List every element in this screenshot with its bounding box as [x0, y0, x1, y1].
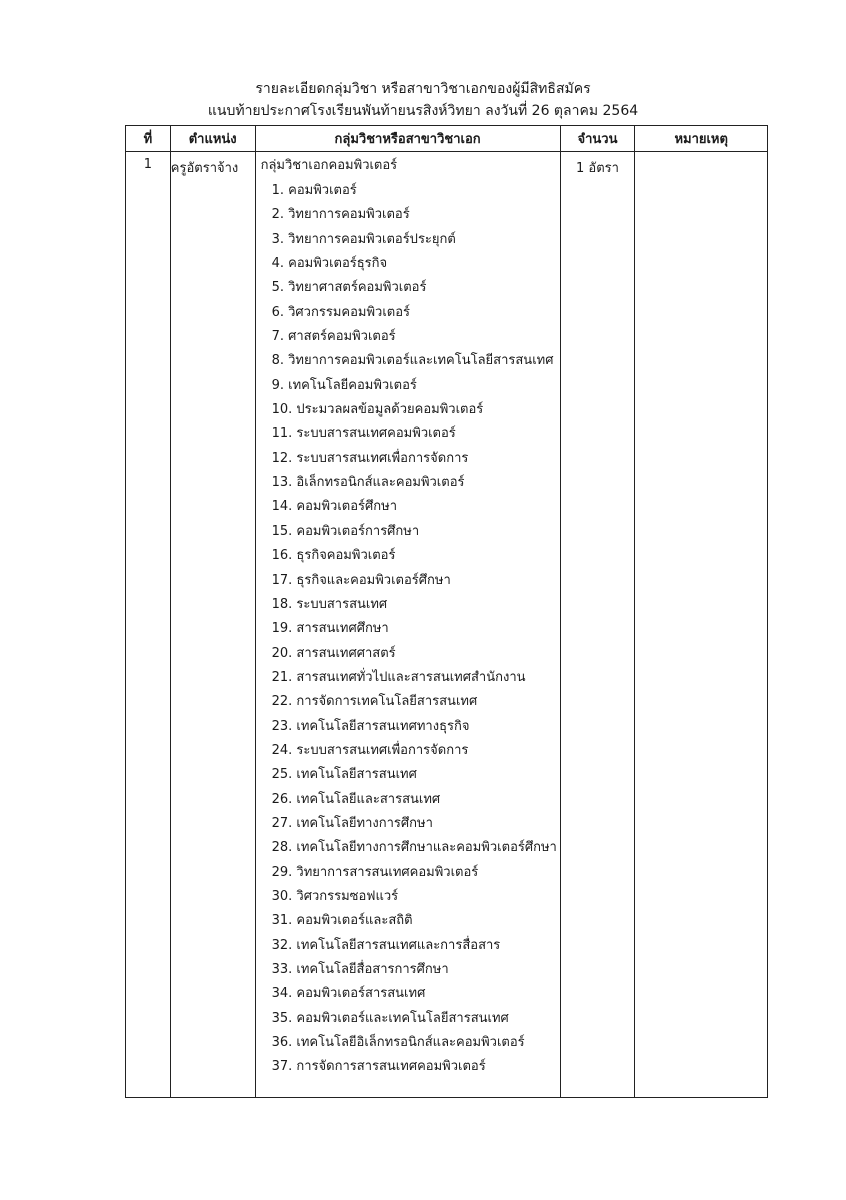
subject-item: 3. วิทยาการคอมพิวเตอร์ประยุกต์ [271, 231, 456, 247]
subject-item: 29. วิทยาการสารสนเทศคอมพิวเตอร์ [271, 864, 479, 880]
subject-item: 12. ระบบสารสนเทศเพื่อการจัดการ [271, 450, 469, 466]
subject-item: 34. คอมพิวเตอร์สารสนเทศ [271, 986, 426, 1002]
row-no: 1 [143, 157, 153, 172]
subject-item: 33. เทคโนโลยีสื่อสารการศึกษา [271, 962, 449, 977]
subject-item: 27. เทคโนโลยีทางการศึกษา [271, 815, 433, 831]
subject-item: 10. ประมวลผลข้อมูลด้วยคอมพิวเตอร์ [271, 402, 484, 418]
subject-item: 13. อิเล็กทรอนิกส์และคอมพิวเตอร์ [271, 475, 465, 491]
document-subtitle: แนบท้ายประกาศโรงเรียนพันท้ายนรสิงห์วิทยา ลงวันที่ 26 ตุลาคม 2564 [207, 103, 639, 119]
row-position: ครูอัตราจ้าง [170, 161, 239, 176]
subject-item: 24. ระบบสารสนเทศเพื่อการจัดการ [271, 742, 469, 758]
subjects-table [125, 125, 768, 1098]
subject-item: 2. วิทยาการคอมพิวเตอร์ [271, 207, 410, 223]
subject-item: 30. วิศวกรรมซอฟแวร์ [271, 888, 399, 904]
subject-item: 36. เทคโนโลยีอิเล็กทรอนิกส์และคอมพิวเตอร์ [271, 1035, 525, 1051]
subject-item: 21. สารสนเทศทั่วไปและสารสนเทศสำนักงาน [271, 669, 526, 685]
column-header-count: จำนวน [560, 126, 635, 152]
subject-item: 1. คอมพิวเตอร์ [271, 183, 357, 198]
row-remark [635, 152, 767, 157]
subject-item: 37. การจัดการสารสนเทศคอมพิวเตอร์ [271, 1059, 486, 1075]
subject-item: 18. ระบบสารสนเทศ [271, 596, 388, 612]
row-position-cell [170, 152, 255, 1098]
subject-item: 25. เทคโนโลยีสารสนเทศ [271, 767, 417, 783]
document-title: รายละเอียดกลุ่มวิชา หรือสาขาวิชาเอกของผู้มีสิทธิสมัคร [255, 81, 591, 97]
subject-item: 7. ศาสตร์คอมพิวเตอร์ [271, 329, 396, 345]
subject-item: 20. สารสนเทศศาสตร์ [271, 645, 396, 661]
subject-item: 31. คอมพิวเตอร์และสถิติ [271, 913, 413, 929]
subject-item: 6. วิศวกรรมคอมพิวเตอร์ [271, 304, 411, 320]
subject-item: 9. เทคโนโลยีคอมพิวเตอร์ [271, 377, 417, 393]
subject-item: 35. คอมพิวเตอร์และเทคโนโลยีสารสนเทศ [271, 1010, 509, 1026]
subject-item: 17. ธุรกิจและคอมพิวเตอร์ศึกษา [271, 572, 451, 588]
subject-item: 28. เทคโนโลยีทางการศึกษาและคอมพิวเตอร์ศึกษา [271, 840, 557, 856]
subject-item: 5. วิทยาศาสตร์คอมพิวเตอร์ [271, 280, 427, 296]
row-count-cell [560, 152, 635, 1098]
subject-item: 23. เทคโนโลยีสารสนเทศทางธุรกิจ [271, 718, 470, 734]
subject-item: 11. ระบบสารสนเทศคอมพิวเตอร์ [271, 426, 456, 442]
row-subject-cell [255, 152, 560, 1098]
row-no-cell [126, 152, 171, 1098]
subject-item: 16. ธุรกิจคอมพิวเตอร์ [271, 548, 396, 564]
column-header-remark: หมายเหตุ [635, 126, 768, 152]
subject-group-heading: กลุ่มวิชาเอกคอมพิวเตอร์ [260, 158, 398, 173]
column-header-position: ตำแหน่ง [170, 126, 255, 152]
column-header-subject: กลุ่มวิชาหรือสาขาวิชาเอก [255, 126, 560, 152]
column-header-no: ที่ [126, 126, 171, 152]
table-row [126, 152, 768, 1098]
subject-item: 26. เทคโนโลยีและสารสนเทศ [271, 791, 441, 807]
subject-item: 22. การจัดการเทคโนโลยีสารสนเทศ [271, 694, 478, 710]
table-header-row [126, 126, 768, 152]
subject-item: 14. คอมพิวเตอร์ศึกษา [271, 499, 398, 515]
subject-item: 19. สารสนเทศศึกษา [271, 621, 389, 637]
subject-item: 8. วิทยาการคอมพิวเตอร์และเทคโนโลยีสารสนเทศ [271, 353, 554, 369]
subject-item: 15. คอมพิวเตอร์การศึกษา [271, 523, 420, 539]
subject-item: 32. เทคโนโลยีสารสนเทศและการสื่อสาร [271, 937, 501, 953]
row-remark-cell [635, 152, 768, 1098]
subject-list [256, 178, 560, 1082]
row-count: 1 อัตรา [576, 161, 619, 176]
subject-item: 4. คอมพิวเตอร์ธุรกิจ [271, 256, 388, 272]
